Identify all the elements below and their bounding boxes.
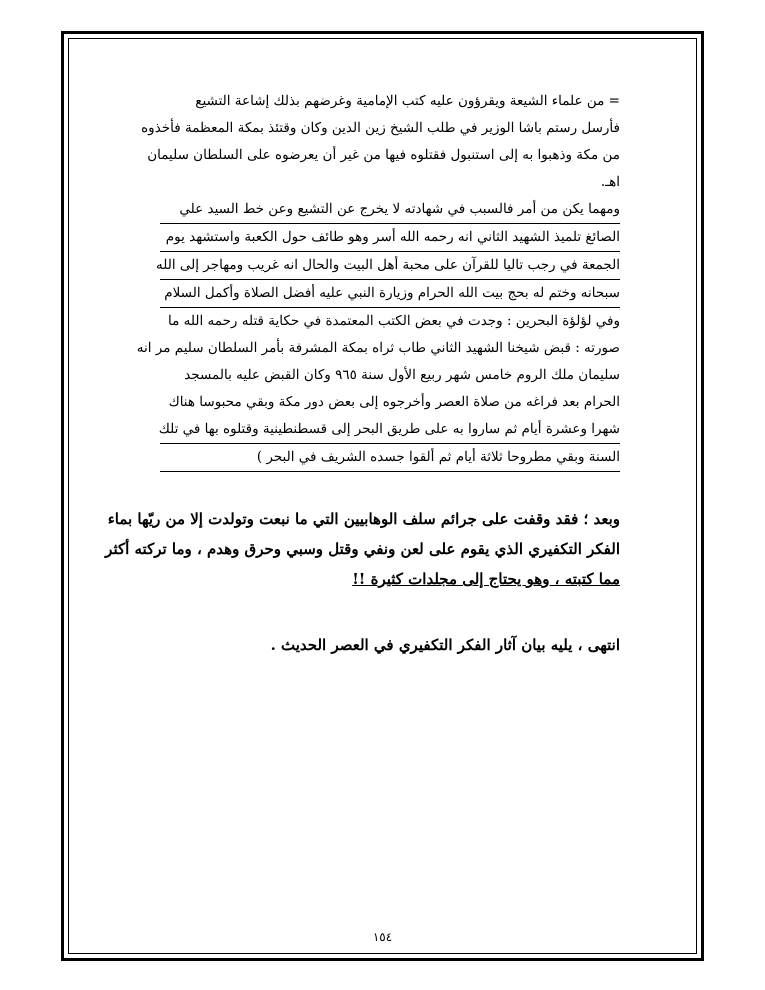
underlined-text-line: ومهما يكن من أمر فالسبب في شهادته لا يخرج عن التشيع وعن خط السيد علي <box>160 196 620 224</box>
text-line: وبعد ؛ فقد وقفت على جرائم سلف الوهابيين التي ما نبعت وتولدت إلا من ريّها بماء <box>107 510 620 528</box>
underlined-text-line: شهرا وعشرة أيام ثم ساروا به على طريق البحر إلى قسطنطينية وقتلوه بها في تلك <box>160 416 620 444</box>
text-line: اهـ. <box>600 174 620 190</box>
page-body <box>105 88 620 660</box>
underlined-text-line: الجمعة في رجب تاليا للقرآن على محبة أهل البيت والحال انه غريب ومهاجر إلى الله <box>160 252 620 280</box>
underlined-text-line: الصائغ تلميذ الشهيد الثاني انه رحمه الله أسر وهو طائف حول الكعبة واستشهد يوم <box>160 224 620 252</box>
text-line: الحرام بعد فراغه من صلاة العصر وأخرجوه إلى بعض دور مكة وبقي محبوسا هناك <box>168 394 620 410</box>
text-line: وفي لؤلؤة البحرين : وجدت في بعض الكتب المعتمدة في حكاية قتله رحمه الله ما <box>168 313 620 329</box>
text-line: فأرسل رستم باشا الوزير في طلب الشيخ زين الدين وكان وقتئذ بمكة المعظمة فأخذوه <box>141 120 620 136</box>
text-line: صورته : قبض شيخنا الشهيد الثاني طاب ثراه بمكة المشرفة بأمر السلطان سليم مر انه <box>136 340 620 356</box>
text-line: الفكر التكفيري الذي يقوم على لعن ونفي وقتل وسبي وحرق وهدم ، وما تركته أكثر <box>105 540 620 558</box>
text-line: سليمان ملك الروم خامس شهر ربيع الأول سنة ٩٦٥ وكان القبض عليه بالمسجد <box>184 367 620 383</box>
closing-note: انتهى ، يليه بيان آثار الفكر التكفيري في العصر الحديث . <box>270 636 620 654</box>
text-line: = من علماء الشيعة ويقرؤون عليه كتب الإمامية وغرضهم بذلك إشاعة التشيع <box>195 93 620 109</box>
text-line: من مكة وذهبوا به إلى استنبول فقتلوه فيها من غير أن يعرضوه على السلطان سليمان <box>147 147 620 163</box>
underlined-text-line: السنة وبقي مطروحا ثلاثة أيام ثم ألقوا جسده الشريف في البحر ) <box>160 444 620 472</box>
underlined-text-line: مما كتبته ، وهو يحتاج إلى مجلدات كثيرة !! <box>352 570 620 588</box>
page-number: ١٥٤ <box>372 930 393 944</box>
quoted-passage <box>136 88 620 472</box>
author-conclusion <box>105 504 620 594</box>
underlined-text-line: سبحانه وختم له بحج بيت الله الحرام وزيارة النبي عليه أفضل الصلاة وأكمل السلام <box>160 280 620 308</box>
